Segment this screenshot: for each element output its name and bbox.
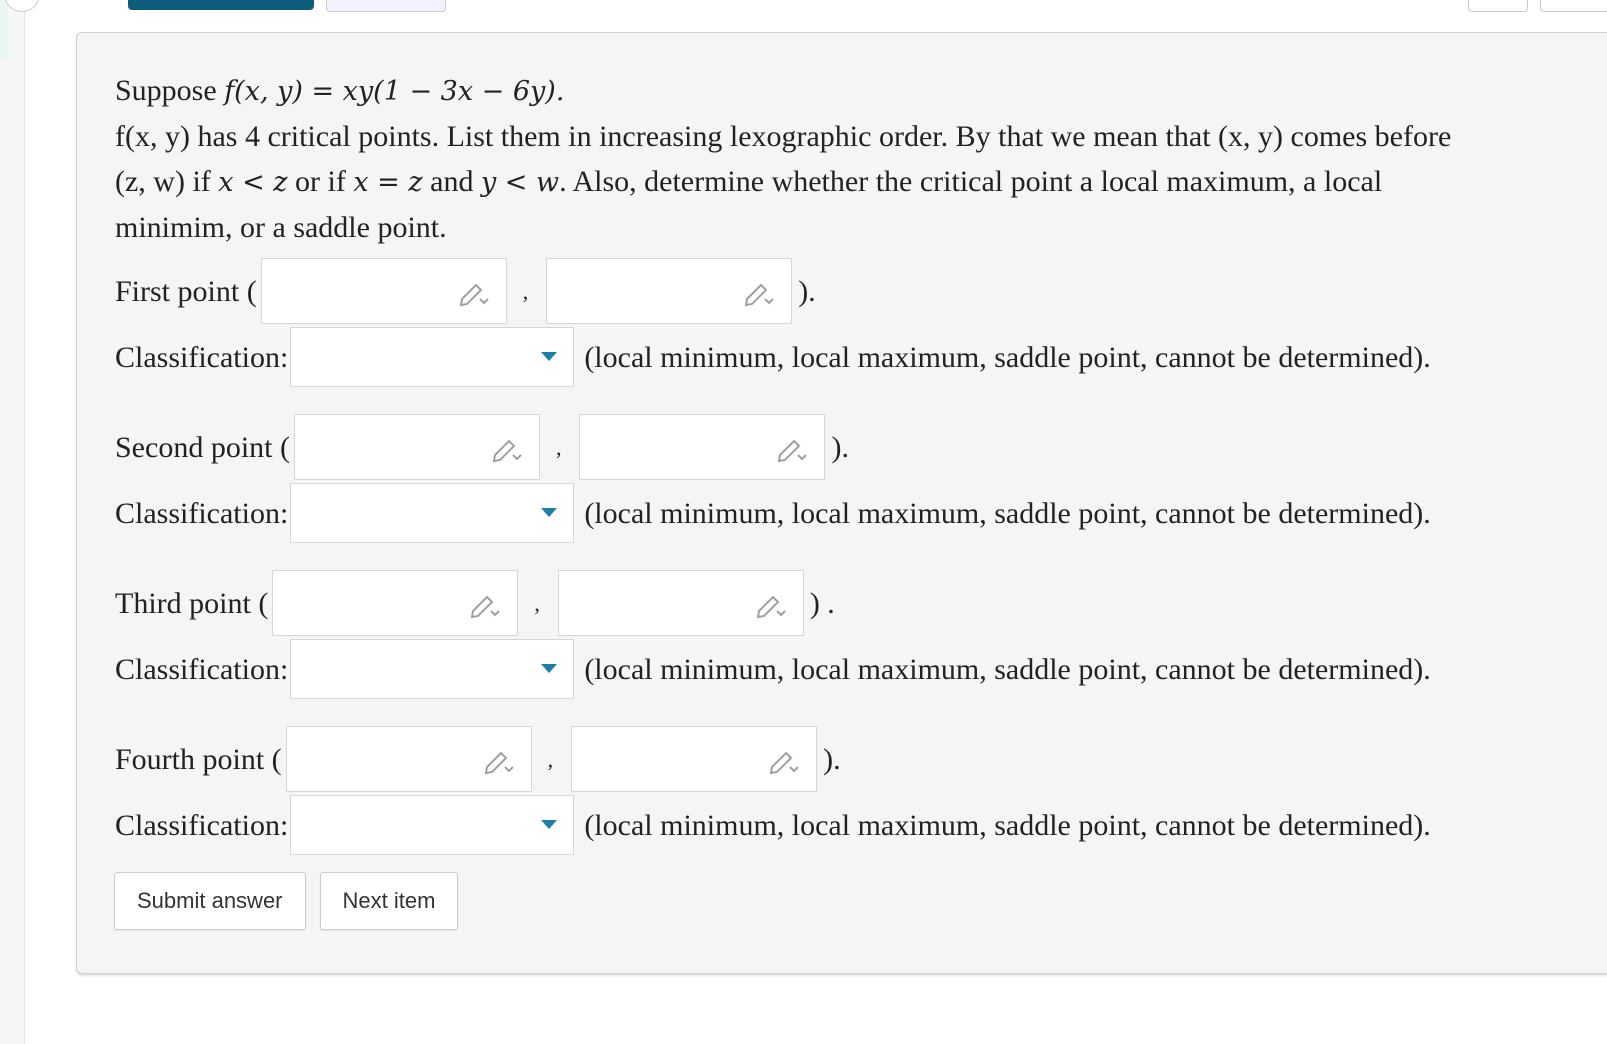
point-close-3: ) . <box>809 586 835 620</box>
classification-options-text: (local minimum, local maximum, saddle point, cannot be determined). <box>584 652 1431 686</box>
pencil-edit-icon <box>469 591 503 619</box>
line3-math-x-eq-z: x = z <box>353 167 423 198</box>
classification-label: Classification: <box>115 496 289 530</box>
pencil-edit-icon <box>491 435 525 463</box>
point-close-2: ). <box>831 430 849 464</box>
question-intro <box>115 68 1595 114</box>
comma-separator: , <box>522 278 529 304</box>
answer-input-y-2[interactable] <box>579 414 825 480</box>
line3-part-e: and <box>422 165 481 198</box>
caret-down-icon <box>541 508 557 517</box>
submit-answer-button[interactable]: Submit answer <box>114 872 306 930</box>
question-line-4-text: minimim, or a saddle point. <box>115 211 447 244</box>
function-definition: f(x, y) = xy(1 − 3x − 6y). <box>224 76 565 107</box>
answer-input-y-1[interactable] <box>546 258 792 324</box>
intro-word: Suppose <box>115 74 217 107</box>
point-row-2 <box>115 412 1595 482</box>
point-label-1: First point ( <box>115 274 257 308</box>
classification-label: Classification: <box>115 808 289 842</box>
point-row-1 <box>115 256 1595 326</box>
left-sidebar-strip <box>0 0 25 1044</box>
classification-label: Classification: <box>115 652 289 686</box>
classification-row-4 <box>115 794 1595 856</box>
point-close-1: ). <box>798 274 816 308</box>
pencil-edit-icon <box>768 747 802 775</box>
line3-part-c: or if <box>287 165 354 198</box>
question-line-4 <box>115 205 1595 250</box>
comma-separator: , <box>534 590 540 616</box>
pencil-edit-icon <box>483 747 517 775</box>
question-line-2-text: f(x, y) has 4 critical points. List them in increasing lexographic order. By that we mean that (x, y) comes before <box>115 120 1452 153</box>
line3-part-g: . Also, determine whether the critical point a local maximum, a local <box>559 165 1383 198</box>
caret-down-icon <box>541 664 557 673</box>
classification-row-1 <box>115 326 1595 388</box>
point-label-4: Fourth point ( <box>115 742 282 776</box>
line3-math-y-lt-w: y < w <box>480 167 560 198</box>
answer-input-x-4[interactable] <box>286 726 532 792</box>
classification-options-text: (local minimum, local maximum, saddle point, cannot be determined). <box>584 340 1431 374</box>
classification-select-1[interactable] <box>290 327 574 387</box>
pencil-edit-icon <box>776 435 810 463</box>
point-row-4 <box>115 724 1595 794</box>
left-accent-bar <box>0 0 8 60</box>
question-line-2 <box>115 114 1595 159</box>
top-mini-button-1[interactable] <box>1468 0 1528 12</box>
answer-input-x-2[interactable] <box>294 414 540 480</box>
answer-input-y-3[interactable] <box>558 570 804 636</box>
next-item-button[interactable]: Next item <box>320 872 459 930</box>
comma-separator: , <box>555 434 562 460</box>
pencil-edit-icon <box>743 279 777 307</box>
classification-label: Classification: <box>115 340 289 374</box>
classification-select-2[interactable] <box>290 483 574 543</box>
top-primary-button[interactable] <box>128 0 314 10</box>
answer-input-y-4[interactable] <box>571 726 817 792</box>
answer-input-x-3[interactable] <box>272 570 518 636</box>
action-buttons <box>114 872 458 930</box>
classification-row-3 <box>115 638 1595 700</box>
line3-math-x-lt-z: x < z <box>218 167 288 198</box>
top-secondary-button[interactable] <box>326 0 446 12</box>
comma-separator: , <box>547 746 554 772</box>
top-mini-button-2[interactable] <box>1540 0 1607 12</box>
pencil-edit-icon <box>755 591 789 619</box>
classification-row-2 <box>115 482 1595 544</box>
caret-down-icon <box>541 352 557 361</box>
line3-part-a: (z, w) if <box>115 165 219 198</box>
point-close-4: ). <box>823 742 841 776</box>
point-label-2: Second point ( <box>115 430 290 464</box>
pencil-edit-icon <box>458 279 492 307</box>
classification-options-text: (local minimum, local maximum, saddle point, cannot be determined). <box>584 808 1431 842</box>
question-content <box>115 68 1595 856</box>
point-label-3: Third point ( <box>115 586 269 620</box>
caret-down-icon <box>541 820 557 829</box>
classification-select-4[interactable] <box>290 795 574 855</box>
classification-select-3[interactable] <box>290 639 574 699</box>
question-line-3 <box>115 159 1595 205</box>
classification-options-text: (local minimum, local maximum, saddle point, cannot be determined). <box>584 496 1431 530</box>
answer-input-x-1[interactable] <box>261 258 507 324</box>
point-row-3 <box>115 568 1595 638</box>
